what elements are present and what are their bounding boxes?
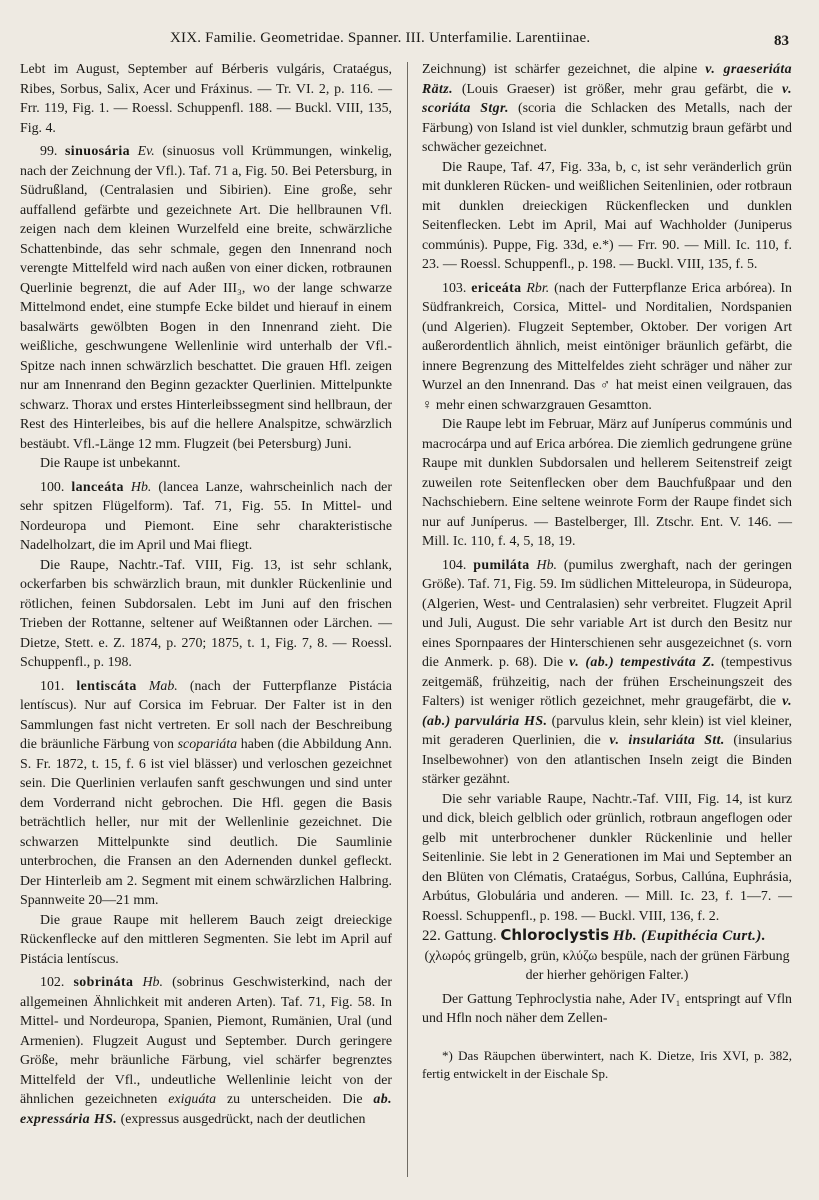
right-column [422,60,792,1083]
species-101-italic: scopariáta [177,737,238,752]
species-101-text-b: haben (die Abbildung Ann. S. Fr. 1872, t. 15, f. 6 ist viel blässer) und verloschen gezeichnet sein. Die Querlinien verlaufen sanft geschwungen und sind unter dem Vorderrand nicht gebrochen. Die Hfl. gegen die Basis beträchtlich heller, nur mit der Wellenlinie gezeichnet. Die schwarzen Mittelpunkte sind deutlich. Die Saumlinie unterbrochen, die Fransen an den Adernenden dunkel gefleckt. Der Hinterleib am 2. Segment mit einem schwärzlichen Halbring. Spannweite 20—21 mm. [20,737,392,908]
species-104-italic-1: v. (ab.) tempestiváta Z. [569,655,716,670]
species-100-author: Hb. [130,479,152,495]
species-103-entry [422,279,792,416]
species-100-number: 100. [40,479,65,495]
species-103-text: (nach der Futterpflanze Erica arbórea). In Südfrankreich, Corsica, Mittel- und Norditalien, Nordspanien (und Algerien). Flugzeit September, Oktober. Der vorigen Art außerordentlich ähnlich, meist eintöniger bräunlich gefärbt, die innere Begrenzung des Mittelfeldes zieht schräger und näher zur Wurzel an den Innenrand. Das ♂ hat meist einen veilgrauen, das ♀ mehr einen schwarzgrauen Gesamtton. [422,280,792,413]
species-104-name: pumiláta [473,557,530,573]
cont-italic-1: v. graeseriáta Rätz. [422,62,792,97]
species-100-entry [20,478,392,556]
species-102-larva: Die Raupe, Taf. 47, Fig. 33a, b, c, ist sehr veränderlich grün mit dunkleren Rücken- und weißlichen Seitenlinien, oder rotbraun mit dunklen dreieckigen Rückenflecken und dunklen Seitenflecken. Lebt im April, Mai auf Wachholder (Juniperus commúnis). Puppe, Fig. 33d, e.*) — Frr. 90. — Mill. Ic. 110, f. 23. — Roessl. Schuppenfl., p. 198. — Buckl. VIII, 135, f. 5. [422,159,792,272]
footnote: *) Das Räupchen überwintert, nach K. Dietze, Iris XVI, p. 382, fertig entwickelt in der Eischale Sp. [422,1047,792,1081]
species-102-text-b: zu unterscheiden. Die [227,1092,363,1107]
species-102-italic-1: exiguáta [168,1092,217,1107]
species-104-italic-3: v. insulariáta Stt. [609,733,725,748]
species-104-number: 104. [442,557,467,573]
species-99-text: (sinuosus voll Krümmungen, winkelig, nach der Zeichnung der Vfl.). Taf. 71 a, Fig. 50. Bei Petersburg, in Südrußland, (Centralasien und Sibirien). Eine große, sehr auffallend gefärbte und gezeichnete Art. Die hellbraunen Vfl. zeigen nach dem kleinen Wurzelfeld eine breite, schwärzliche Schattenbinde, das sehr schmale, gegen den Innenrand noch verengte Mittelfeld wird nach außen von einer dicken, rotbraunen Querlinie begrenzt, die auf Ader III₃, wo der lange schwarze Mittelmond endet, eine stumpfe Ecke bildet und hierauf in einem basalwärts gewölbten Bogen in den Innenrand zieht. Die weißliche, geschwungene Wellenlinie wird unterhalb der Vfl.-Spitze nach innen schwärzlich beschattet. Die grauen Hfl. zeigen nur am Innenrand den Beginn gezackter Querlinien. Mittelpunkte schwarz. Thorax und erstes Hinterleibssegment sind hellbraun, der Rest des Hinterleibes, bis auf die hellere Analspitze, schwärzlich bestäubt. Vfl.-Länge 12 mm. Flugzeit (bei Petersburg) Juni. [20,144,392,452]
species-101-entry [20,677,392,911]
species-104-italic-2: v. (ab.) parvulária HS. [422,694,792,729]
genus-author: Hb. (Eupithécia Curt.). [612,928,766,944]
cont-text-c: (scoria die Schlacken des Metalls, nach der Färbung) von Island ist viel dunkler, schmutzig braun gefärbt und schwächer gezeichnet. [422,101,792,155]
species-104-text-b: (tempestivus zeitgemäß, frühzeitig, nach der frühen Erscheinungszeit des Falters) ist weniger rötlich gezeichnet, mehr graugefärbt, die [422,655,792,709]
species-99-entry [20,142,392,454]
species-99-name: sinuosária [65,144,130,159]
cont-italic-2: v. scoriáta Stgr. [422,81,792,116]
species-100-text: (lancea Lanze, wahrscheinlich nach der sehr spitzen Flügelform). Taf. 71, Fig. 55. In Mittel- und Nordeuropa und Piemont. Eine sehr charakteristische Nadelholzart, die im April und Mai fliegt. [20,479,392,553]
species-101-author: Mab. [148,678,178,694]
genus-name: Chloroclystis [500,926,610,944]
species-102-name: sobrináta [73,975,134,990]
species-100-larva: Die Raupe, Nachtr.-Taf. VIII, Fig. 13, ist sehr schlank, ockerfarben bis schwärzlich braun, mit dunkler Rückenlinie und rötlichen, feinen Subdorsalen. Lebt im Juni auf den frischen Trieben der Rottanne, seltener auf Weißtannen oder Lärchen. — Dietze, Stett. e. Z. 1874, p. 270; 1875, t. 1, Fig. 7, 8. — Roessl. Schuppenfl., p. 198. [20,557,392,670]
species-101-number: 101. [40,678,65,694]
intro-paragraph: Lebt im August, September auf Bérberis vulgáris, Crataégus, Ribes, Sorbus, Salix, Acer und Fráxinus. — Tr. VI. 2, p. 116. — Frr. 119, Fig. 1. — Roessl. Schuppenfl. 188. — Buckl. VIII, 135, Fig. 4. [20,62,392,136]
species-102-continuation [422,60,792,158]
species-99-author: Ev. [137,144,155,159]
species-104-text-c: (parvulus klein, sehr klein) ist viel kleiner, mit geraderen Querlinien, die [422,713,792,748]
species-102-entry [20,973,392,1129]
page-number: 83 [774,33,789,49]
species-103-name: ericeáta [471,280,522,296]
species-102-text-c: (expressus ausgedrückt, nach der deutlichen [120,1111,366,1127]
species-101-text-a: (nach der Futterpflanze Pistácia lentíscus). Nur auf Corsica im Februar. Der Falter ist in den Sammlungen fast nicht vertreten. Er soll nach der Beschreibung die bräunliche Färbung von [20,678,392,752]
species-101-name: lentiscáta [76,678,137,694]
cont-text-a: Zeichnung) ist schärfer gezeichnet, die alpine [422,62,698,77]
genus-etymology: (χλωρός grüngelb, grün, κλύζω bespüle, nach der grünen Färbung der hierher gehörigen Falter.) [424,948,790,983]
species-103-number: 103. [442,280,467,296]
left-column [20,60,392,1129]
species-104-author: Hb. [536,557,557,573]
genus-description: Der Gattung Tephroclystia nahe, Ader IV₁ entspringt auf Vfln und Hfln noch näher dem Zellen- [422,991,792,1026]
species-99-number: 99. [40,144,58,159]
species-99-larva: Die Raupe ist unbekannt. [40,456,181,471]
species-104-larva: Die sehr variable Raupe, Nachtr.-Taf. VIII, Fig. 14, ist kurz und dick, bleich gelblich oder grünlich, rotbraun angeflogen oder gelb mit unterbrochener dunkler Rückenlinie und heller Seitenlinie. Sie lebt in 2 Generationen im Mai und September an den Blüten von Clématis, Crataégus, Sorbus, Callúna, Euphrásia, Arbútus, Globulária und anderen. — Mill. Ic. 23, f. 1—7. — Roessl. Schuppenfl., p. 198. — Buckl. VIII, 136, f. 2. [422,791,792,924]
species-104-text-d: (insularius Inselbewohner) von den atlantischen Inseln zeigt die Binden stärker gezähnt. [422,733,792,787]
species-101-larva: Die graue Raupe mit hellerem Bauch zeigt dreieckige Rückenflecke auf den mittleren Segmenten. Sie lebt im April auf Pistácia lentíscus. [20,912,392,967]
running-title: XIX. Familie. Geometridae. Spanner. III. Unterfamilie. Larentiinae. [170,30,591,46]
column-divider [407,62,408,1177]
species-102-text-a: (sobrinus Geschwisterkind, nach der allgemeinen Ähnlichkeit mit anderen Arten). Taf. 71, Fig. 58. In Mittel- und Nordeuropa, Spanien, Piemont, Rumänien, Ural (und Armenien). Flugzeit August und September. Durch geringere Größe, mehr bräunliche Färbung, viel schärfer begrenztes Mittelfeld der Vfl., undeutliche Wellenlinie leicht von der ähnlichen gezeichneten [20,975,392,1107]
page-header [0,30,819,54]
species-102-author: Hb. [142,975,163,990]
species-102-number: 102. [40,975,65,990]
species-100-name: lanceáta [71,479,124,495]
species-104-text-a: (pumilus zwerghaft, nach der geringen Größe). Taf. 71, Fig. 59. Im südlichen Mitteleuropa, in Südeuropa, (Algerien, West- und Centralasien) sehr verbreitet. Flugzeit April und Juli, August. Die sehr variable Art ist durch den Besitz nur eines Spornpaares der Hinterschienen sehr ausgezeichnet (s. vorn die Anmerk. p. 68). Die [422,557,792,670]
cont-text-b: (Louis Graeser) ist größer, mehr grau gefärbt, die [461,81,774,97]
species-102-italic-2: ab. expressária HS. [20,1092,392,1127]
species-103-author: Rbr. [526,280,550,296]
species-103-larva: Die Raupe lebt im Februar, März auf Juníperus commúnis und macrocárpa und auf Erica arbórea. Die ziemlich gedrungene grüne Raupe mit dunklen Subdorsalen und hellerem Seitenstreif zeigt zuweilen rote Seitenflecken ober dem Bauchfußpaar und den Nachschiebern. Eine seltene weinrote Form der Raupe findet sich nur auf Juníperus. — Bastelberger, Ill. Ztschr. Ent. V. 146. — Mill. Ic. 110, f. 4, 5, 18, 19. [422,417,792,549]
genus-number: 22. Gattung. [422,928,497,944]
genus-heading [422,926,792,947]
species-104-entry [422,556,792,790]
